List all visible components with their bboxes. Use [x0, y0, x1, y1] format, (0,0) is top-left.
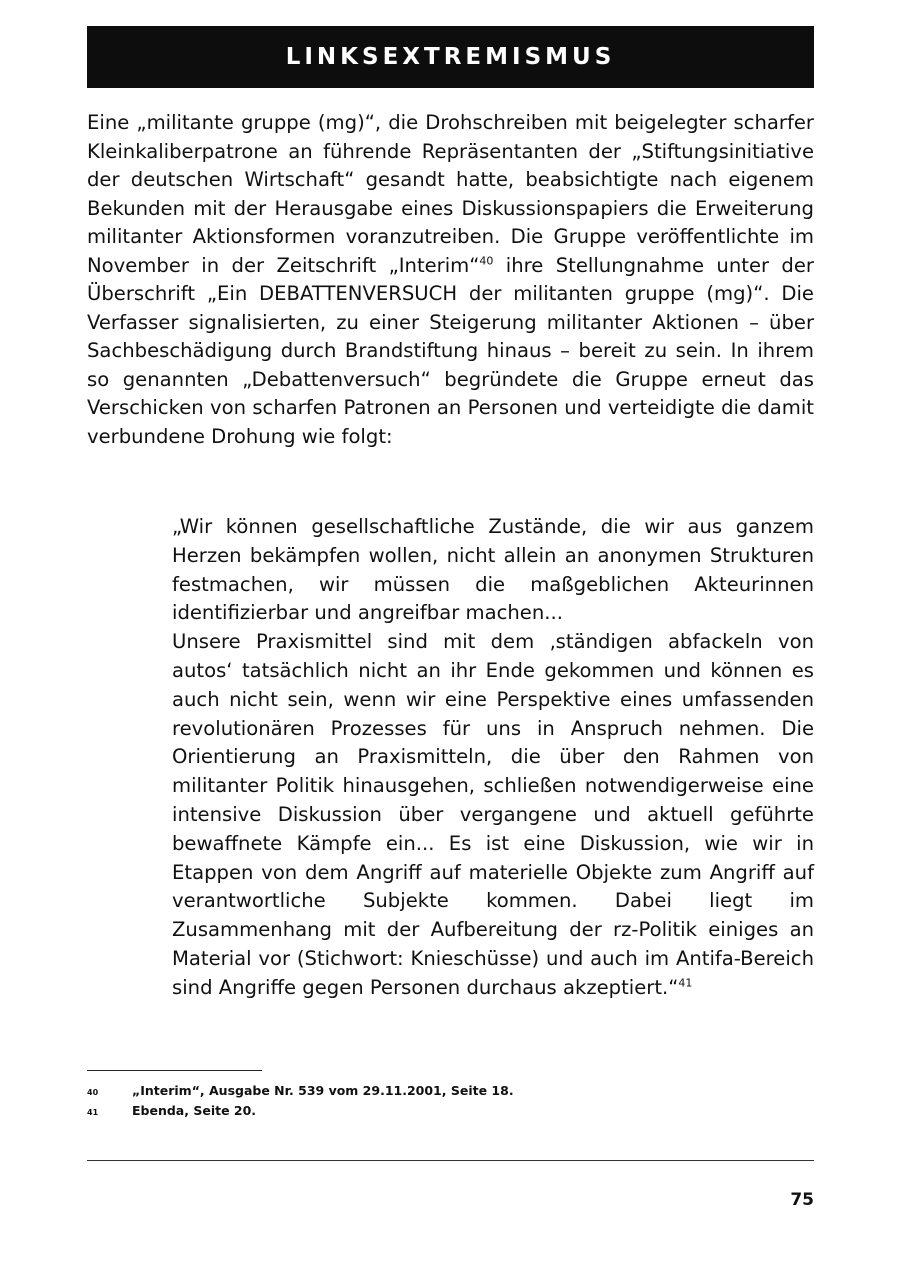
quote-paragraph-2	[172, 628, 814, 1002]
chapter-title: LINKSEXTREMISMUS	[285, 44, 616, 70]
paragraph-text	[87, 109, 814, 451]
footnote-text: Ebenda, Seite 20.	[132, 1103, 257, 1118]
quote-paragraph-1: „Wir können gesellschaftliche Zustände, die wir aus ganzem Herzen bekämpfen wollen, nicht allein an anonymen Strukturen festmachen, wir müssen die maßgeblichen Akteurinnen identifizierbar und angreifbar machen...	[172, 515, 814, 625]
body-paragraph	[87, 109, 814, 451]
footnote-ref-40: 40	[479, 253, 494, 267]
chapter-header-bar	[87, 26, 814, 88]
footnote-item	[87, 1102, 814, 1122]
footnote-number: 41	[87, 1108, 99, 1117]
block-quote	[172, 513, 814, 1003]
footnote-item	[87, 1082, 814, 1102]
paragraph-text-before-ref: Eine „militante gruppe (mg)“, die Drohschreiben mit beigelegter scharfer Kleinkaliberpatrone an führende Repräsentanten der „Stiftungsinitiative der deutschen Wirtschaft“ gesandt hatte, beabsichtigte nach eigenem Bekunden mit der Herausgabe eines Diskussionspapiers die Erweiterung militanter Aktionsformen voranzutreiben. Die Gruppe veröffentlichte im November in der Zeitschrift „Interim“	[87, 111, 814, 277]
footnote-divider	[87, 1070, 262, 1071]
quote-paragraph-2-text: Unsere Praxismittel sind mit dem ‚ständigen abfackeln von autos‘ tatsächlich nicht an ihr Ende gekommen und können es auch nicht sein, wenn wir eine Perspektive eines umfassenden revolutionären Prozesses für uns in Anspruch nehmen. Die Orientierung an Praxismitteln, die über den Rahmen von militanter Politik hinausgehen, schließen notwendigerweise eine intensive Diskussion über vergangene und aktuell geführte bewaffnete Kämpfe ein... Es ist eine Diskussion, wie wir in Etappen von dem Angriff auf materielle Objekte zum Angriff auf verantwortliche Subjekte kommen. Dabei liegt im Zusammenhang mit der Aufbereitung der rz-Politik einiges an Material vor (Stichwort: Knieschüsse) und auch im Antifa-Bereich sind Angriffe gegen Personen durchaus akzeptiert.“	[172, 630, 814, 999]
footnote-ref-41: 41	[678, 976, 693, 990]
page-number: 75	[790, 1190, 814, 1210]
footnotes	[87, 1082, 814, 1122]
footnote-number: 40	[87, 1088, 99, 1097]
paragraph-text-after-ref: ihre Stellungnahme unter der Überschrift „Ein DEBATTENVERSUCH der militanten gruppe (mg)“. Die Verfasser signalisierten, zu einer Steigerung militanter Aktionen – über Sachbeschädigung durch Brandstiftung hinaus – bereit zu sein. In ihrem so genannten „Debattenversuch“ begründete die Gruppe erneut das Verschicken von scharfen Patronen an Personen und verteidigte die damit verbundene Drohung wie folgt:	[87, 253, 814, 448]
footnote-text: „Interim“, Ausgabe Nr. 539 vom 29.11.2001, Seite 18.	[132, 1083, 514, 1098]
page-bottom-rule	[87, 1160, 814, 1161]
